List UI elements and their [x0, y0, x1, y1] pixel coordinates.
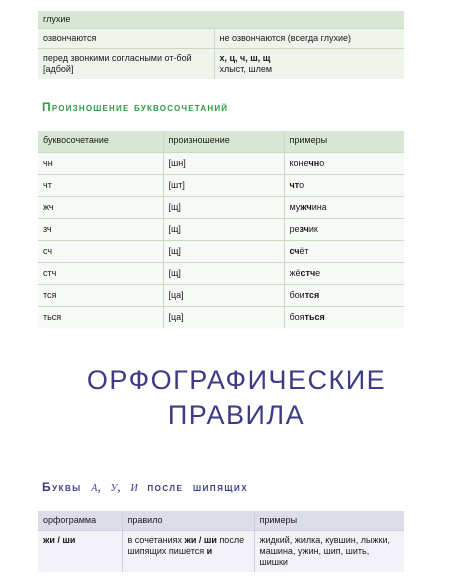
table-cell	[214, 49, 404, 80]
example-cell	[284, 306, 404, 328]
table-row	[38, 174, 404, 196]
table-row	[38, 262, 404, 284]
example-bold: стч	[300, 267, 316, 278]
combo-cell: жч	[38, 196, 163, 218]
rule-letter: и	[206, 546, 213, 556]
example-cell	[284, 240, 404, 262]
sound-cell: [шн]	[163, 152, 284, 174]
pronunciation-table	[38, 131, 404, 328]
example-cell	[284, 196, 404, 218]
example-text: е	[315, 267, 321, 278]
example-bold: тся	[304, 289, 320, 300]
section-heading-pronunciation: Произношение буквосочетаний	[42, 100, 229, 114]
page-title-line2: ПРАВИЛА	[167, 400, 306, 430]
column-header: примеры	[284, 131, 404, 152]
example-cell	[284, 262, 404, 284]
sound-cell: [ца]	[163, 284, 284, 306]
section-heading-spelling	[42, 480, 248, 496]
example-text: ик	[308, 223, 318, 234]
example-cell	[284, 174, 404, 196]
example-text: жё	[289, 267, 301, 278]
table-cell: не озвончаются (всегда глухие)	[214, 29, 404, 49]
column-header: произношение	[163, 131, 284, 152]
heading-letter: у,	[110, 480, 121, 495]
table-row	[38, 196, 404, 218]
rule-bold: жи / ши	[184, 535, 217, 545]
example-text: му	[289, 201, 301, 212]
example-bold: чн	[308, 157, 320, 168]
example-text: бои	[289, 289, 305, 300]
combo-cell: чт	[38, 174, 163, 196]
heading-word: Буквы	[42, 480, 82, 494]
combo-cell: стч	[38, 262, 163, 284]
sound-cell: [щ]	[163, 218, 284, 240]
example-text: коне	[289, 157, 309, 168]
spelling-pattern: жи / ши	[43, 535, 76, 545]
sound-cell: [щ]	[163, 240, 284, 262]
table-row	[38, 284, 404, 306]
column-header: правило	[122, 511, 254, 531]
combo-cell: чн	[38, 152, 163, 174]
table-cell	[38, 531, 122, 573]
example-text: ёт	[299, 245, 309, 256]
combo-cell: тся	[38, 284, 163, 306]
example-bold: чт	[289, 179, 300, 190]
example-bold: ться	[304, 311, 325, 322]
heading-letter: и	[130, 480, 138, 495]
table-cell	[122, 531, 254, 573]
spelling-table	[38, 511, 404, 572]
table-row	[38, 152, 404, 174]
table-cell: жидкий, жилка, кувшин, лыжки, машина, ужин, шип, шить, шишки	[259, 535, 390, 567]
example-cell	[284, 152, 404, 174]
combo-cell: зч	[38, 218, 163, 240]
examples-text: хлыст, шлем	[219, 64, 273, 74]
sound-cell: [щ]	[163, 262, 284, 284]
page-title-line1: ОРФОГРАФИЧЕСКИЕ	[86, 365, 387, 395]
table-row	[38, 306, 404, 328]
example-bold: сч	[289, 245, 300, 256]
combo-cell: ться	[38, 306, 163, 328]
example-text: ина	[311, 201, 327, 212]
sound-cell: [шт]	[163, 174, 284, 196]
example-text: о	[319, 157, 325, 168]
combo-cell: сч	[38, 240, 163, 262]
consonants-table	[38, 11, 404, 79]
table-header: глухие	[38, 11, 404, 29]
example-bold: зч	[299, 223, 309, 234]
table-cell: озвончаются	[38, 29, 214, 49]
heading-word: шипящих	[193, 480, 249, 494]
example-cell	[284, 284, 404, 306]
rule-text: в сочетаниях	[127, 535, 185, 545]
rule-text: после шипящих пишется	[127, 535, 245, 556]
heading-word: после	[147, 480, 184, 494]
column-header: буквосочетание	[38, 131, 163, 152]
bold-letters: х, ц, ч, ш, щ	[219, 53, 271, 63]
example-bold: жч	[300, 201, 312, 212]
column-header: орфограмма	[38, 511, 122, 531]
heading-letter: а,	[91, 480, 101, 495]
example-text: боя	[289, 311, 305, 322]
table-cell: перед звонкими согласными от-бой [адбой]	[38, 49, 214, 80]
sound-cell: [щ]	[163, 196, 284, 218]
table-row	[38, 218, 404, 240]
sound-cell: [ца]	[163, 306, 284, 328]
example-text: ре	[289, 223, 300, 234]
column-header: примеры	[254, 511, 404, 531]
example-cell	[284, 218, 404, 240]
table-row	[38, 240, 404, 262]
example-text: о	[299, 179, 305, 190]
